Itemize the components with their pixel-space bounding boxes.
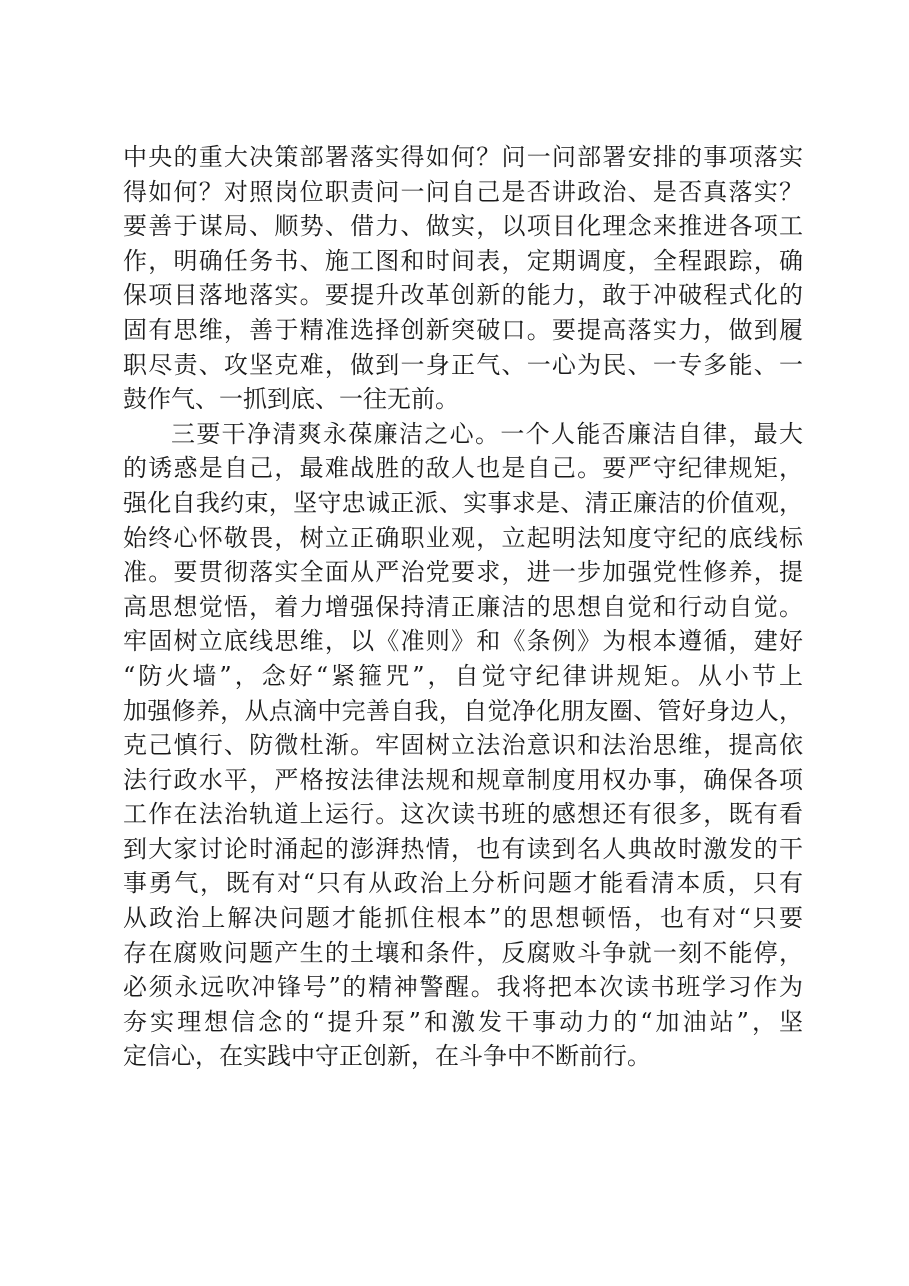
text-line: “防火墙”，念好“紧箍咒”，自觉守纪律讲规矩。从小节上 [123, 661, 803, 690]
text-line: 存在腐败问题产生的土壤和条件，反腐败斗争就一刻不能停， [123, 938, 803, 967]
text-line: 的诱惑是自己，最难战胜的敌人也是自己。要严守纪律规矩， [123, 454, 803, 483]
text-line: 准。要贯彻落实全面从严治党要求，进一步加强党性修养，提 [123, 558, 803, 587]
text-line: 强化自我约束，坚守忠诚正派、实事求是、清正廉洁的价值观， [123, 488, 803, 517]
text-line: 克己慎行、防微杜渐。牢固树立法治意识和法治思维，提高依 [123, 731, 803, 760]
text-line: 必须永远吹冲锋号”的精神警醒。我将把本次读书班学习作为 [123, 973, 803, 1002]
text-line: 夯实理想信念的“提升泵”和激发干事动力的“加油站”，坚 [123, 1007, 803, 1036]
text-line: 三要干净清爽永葆廉洁之心。一个人能否廉洁自律，最大 [171, 419, 803, 448]
text-line: 事勇气，既有对“只有从政治上分析问题才能看清本质，只有 [123, 869, 803, 898]
text-line: 作，明确任务书、施工图和时间表，定期调度，全程跟踪，确 [123, 246, 803, 275]
text-line: 始终心怀敬畏，树立正确职业观，立起明法知度守纪的底线标 [123, 523, 803, 552]
text-line: 高思想觉悟，着力增强保持清正廉洁的思想自觉和行动自觉。 [123, 592, 803, 621]
text-line: 牢固树立底线思维，以《准则》和《条例》为根本遵循，建好 [123, 627, 803, 656]
text-line: 职尽责、攻坚克难，做到一身正气、一心为民、一专多能、一 [123, 350, 803, 379]
body-text [123, 140, 803, 1074]
text-line: 从政治上解决问题才能抓住根本”的思想顿悟，也有对“只要 [123, 904, 803, 933]
text-line: 保项目落地落实。要提升改革创新的能力，敢于冲破程式化的 [123, 281, 803, 310]
text-line: 鼓作气、一抓到底、一往无前。 [123, 385, 459, 414]
text-line: 中央的重大决策部署落实得如何？问一问部署安排的事项落实 [123, 143, 803, 171]
paragraph-2 [123, 417, 803, 1074]
text-line: 得如何？对照岗位职责问一问自己是否讲政治、是否真落实？ [123, 177, 803, 206]
paragraph-1 [123, 140, 803, 417]
text-line: 要善于谋局、顺势、借力、做实，以项目化理念来推进各项工 [123, 212, 803, 241]
text-line: 法行政水平，严格按法律法规和规章制度用权办事，确保各项 [123, 765, 803, 794]
text-line: 定信心，在实践中守正创新，在斗争中不断前行。 [123, 1042, 651, 1071]
text-line: 到大家讨论时涌起的澎湃热情，也有读到名人典故时激发的干 [123, 834, 803, 863]
text-line: 工作在法治轨道上运行。这次读书班的感想还有很多，既有看 [123, 800, 803, 829]
text-line: 加强修养，从点滴中完善自我，自觉净化朋友圈、管好身边人， [123, 696, 803, 725]
text-line: 固有思维，善于精准选择创新突破口。要提高落实力，做到履 [123, 315, 803, 344]
